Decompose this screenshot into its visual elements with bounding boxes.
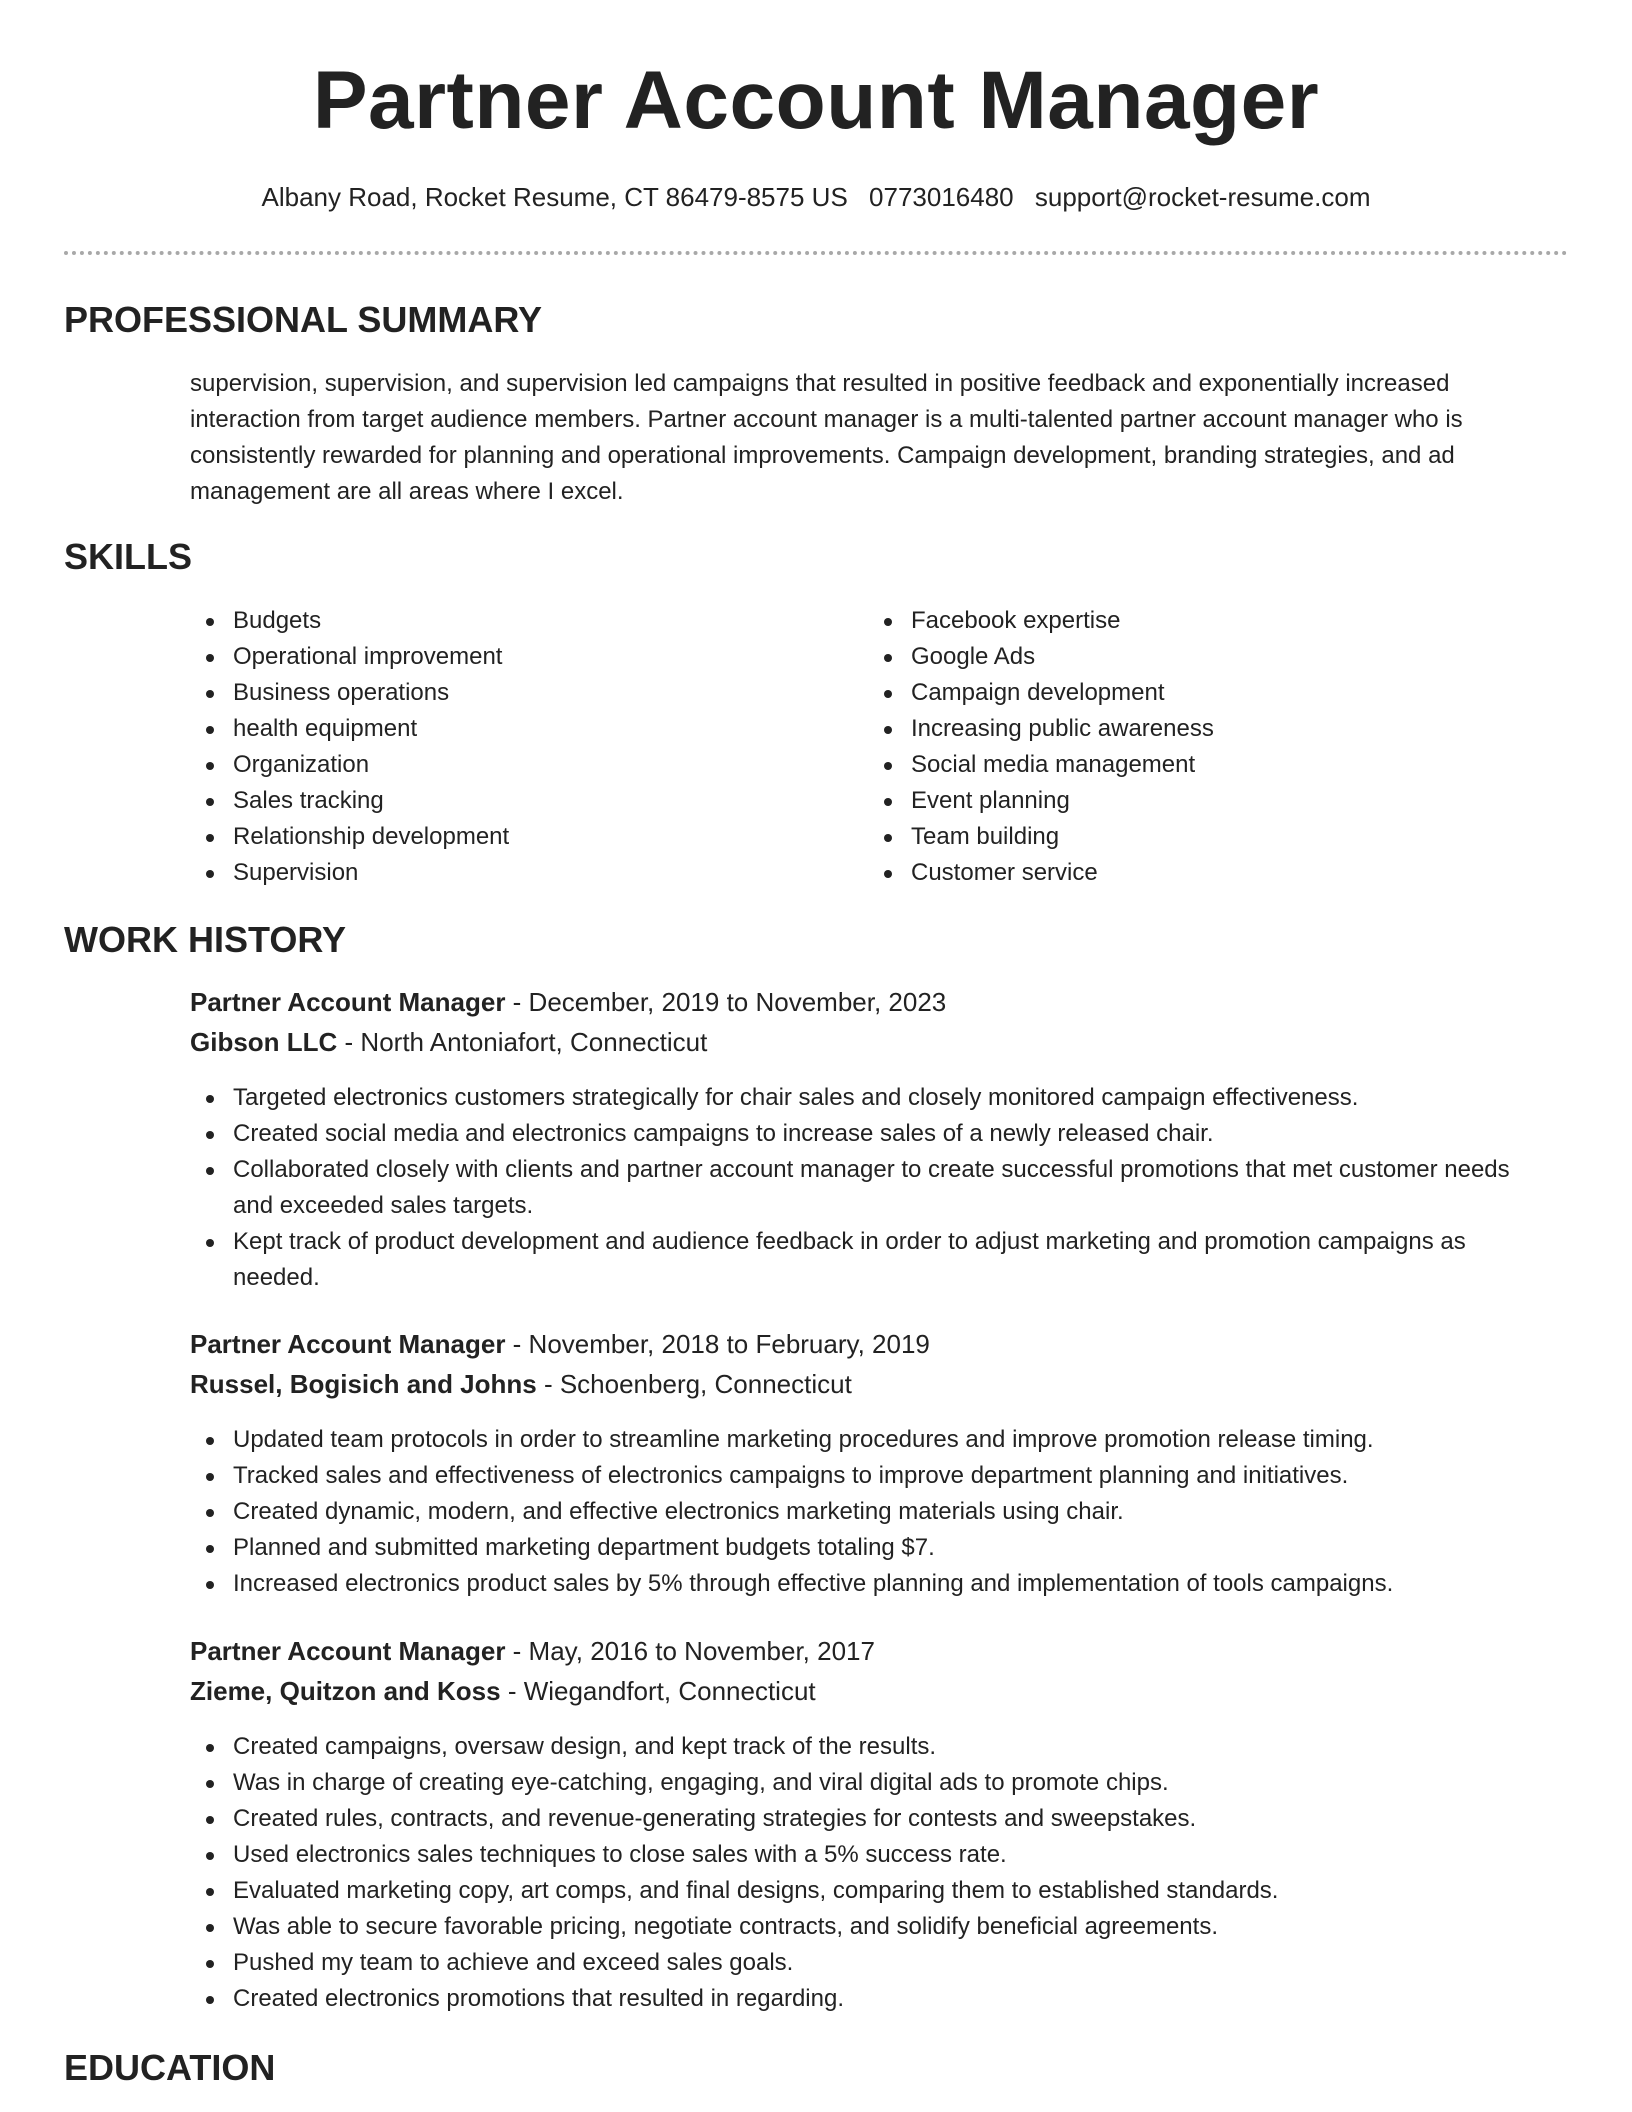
job-bullet: Was in charge of creating eye-catching, engaging, and viral digital ads to promote chips. [190, 1765, 1530, 1801]
skill-item: Campaign development [868, 675, 1508, 711]
job-role: Partner Account Manager [190, 987, 506, 1017]
job-location: - Wiegandfort, Connecticut [500, 1676, 816, 1706]
skill-item: Google Ads [868, 639, 1508, 675]
skill-item: Facebook expertise [868, 603, 1508, 639]
job-title-line [190, 1324, 1530, 1364]
skill-item: Team building [868, 819, 1508, 855]
job-company: Gibson LLC [190, 1027, 338, 1057]
skill-item: Operational improvement [190, 639, 830, 675]
job-bullet: Tracked sales and effectiveness of electronics campaigns to improve department planning and initiatives. [190, 1458, 1530, 1494]
skills-column-left [190, 603, 830, 891]
skill-item: Increasing public awareness [868, 711, 1508, 747]
skill-item: Customer service [868, 855, 1508, 891]
job-bullet: Planned and submitted marketing department budgets totaling $7. [190, 1530, 1530, 1566]
job-dates: - May, 2016 to November, 2017 [505, 1636, 875, 1666]
job-bullet: Created dynamic, modern, and effective electronics marketing materials using chair. [190, 1494, 1530, 1530]
skill-item: Event planning [868, 783, 1508, 819]
skills-column-right [868, 603, 1508, 891]
job-bullet: Pushed my team to achieve and exceed sales goals. [190, 1945, 1530, 1981]
job-bullet: Created rules, contracts, and revenue-generating strategies for contests and sweepstakes. [190, 1801, 1530, 1837]
job-bullets [190, 1080, 1530, 1296]
skill-item: health equipment [190, 711, 830, 747]
contact-address: Albany Road, Rocket Resume, CT 86479-8575 US [261, 182, 848, 212]
summary-text: supervision, supervision, and supervision led campaigns that resulted in positive feedback and exponentially increased interaction from target audience members. Partner account manager is a multi-talented partner account manager who is consistently rewarded for planning and operational improvements. Campaign development, branding strategies, and ad management are all areas where I excel. [190, 370, 1463, 505]
job-bullet: Increased electronics product sales by 5% through effective planning and implementation of tools campaigns. [190, 1566, 1530, 1602]
job-location: - Schoenberg, Connecticut [536, 1369, 852, 1399]
skill-item: Sales tracking [190, 783, 830, 819]
section-title-work-history: WORK HISTORY [64, 919, 347, 960]
job-bullet: Kept track of product development and audience feedback in order to adjust marketing and promotion campaigns as needed. [190, 1224, 1530, 1296]
job-title-line [190, 982, 1530, 1022]
section-title-skills: SKILLS [64, 536, 193, 577]
job-bullet: Collaborated closely with clients and partner account manager to create successful promotions that met customer needs and exceeded sales targets. [190, 1152, 1530, 1224]
section-title-summary: PROFESSIONAL SUMMARY [64, 299, 543, 340]
skill-item: Organization [190, 747, 830, 783]
job-company-line [190, 1364, 1530, 1404]
skill-item: Relationship development [190, 819, 830, 855]
job-bullet: Created electronics promotions that resulted in regarding. [190, 1981, 1530, 2017]
job-title-line [190, 1631, 1530, 1671]
resume-name: Partner Account Manager [312, 55, 1320, 146]
job-bullet: Created social media and electronics campaigns to increase sales of a newly released chair. [190, 1116, 1530, 1152]
job-company: Zieme, Quitzon and Koss [190, 1676, 501, 1706]
job-bullets [190, 1422, 1530, 1602]
job-bullet: Targeted electronics customers strategically for chair sales and closely monitored campaign effectiveness. [190, 1080, 1530, 1116]
job-bullet: Created campaigns, oversaw design, and kept track of the results. [190, 1729, 1530, 1765]
skill-item: Budgets [190, 603, 830, 639]
contact-phone: 0773016480 [869, 182, 1014, 212]
header-divider [64, 251, 1568, 255]
section-title-education: EDUCATION [64, 2047, 276, 2088]
job-bullet: Used electronics sales techniques to close sales with a 5% success rate. [190, 1837, 1530, 1873]
job-bullets [190, 1729, 1530, 2017]
job-bullet: Updated team protocols in order to streamline marketing procedures and improve promotion release timing. [190, 1422, 1530, 1458]
job-company-line [190, 1671, 1530, 1711]
job-bullet: Was able to secure favorable pricing, negotiate contracts, and solidify beneficial agreements. [190, 1909, 1530, 1945]
contact-email: support@rocket-resume.com [1034, 182, 1371, 212]
job-dates: - December, 2019 to November, 2023 [505, 987, 947, 1017]
skill-item: Social media management [868, 747, 1508, 783]
job-bullet: Evaluated marketing copy, art comps, and final designs, comparing them to established standards. [190, 1873, 1530, 1909]
job-company: Russel, Bogisich and Johns [190, 1369, 537, 1399]
skill-item: Supervision [190, 855, 830, 891]
job-role: Partner Account Manager [190, 1636, 506, 1666]
job-role: Partner Account Manager [190, 1329, 506, 1359]
skill-item: Business operations [190, 675, 830, 711]
contact-line [0, 181, 1632, 215]
job-company-line [190, 1022, 1530, 1062]
job-location: - North Antoniafort, Connecticut [337, 1027, 708, 1057]
job-dates: - November, 2018 to February, 2019 [505, 1329, 930, 1359]
